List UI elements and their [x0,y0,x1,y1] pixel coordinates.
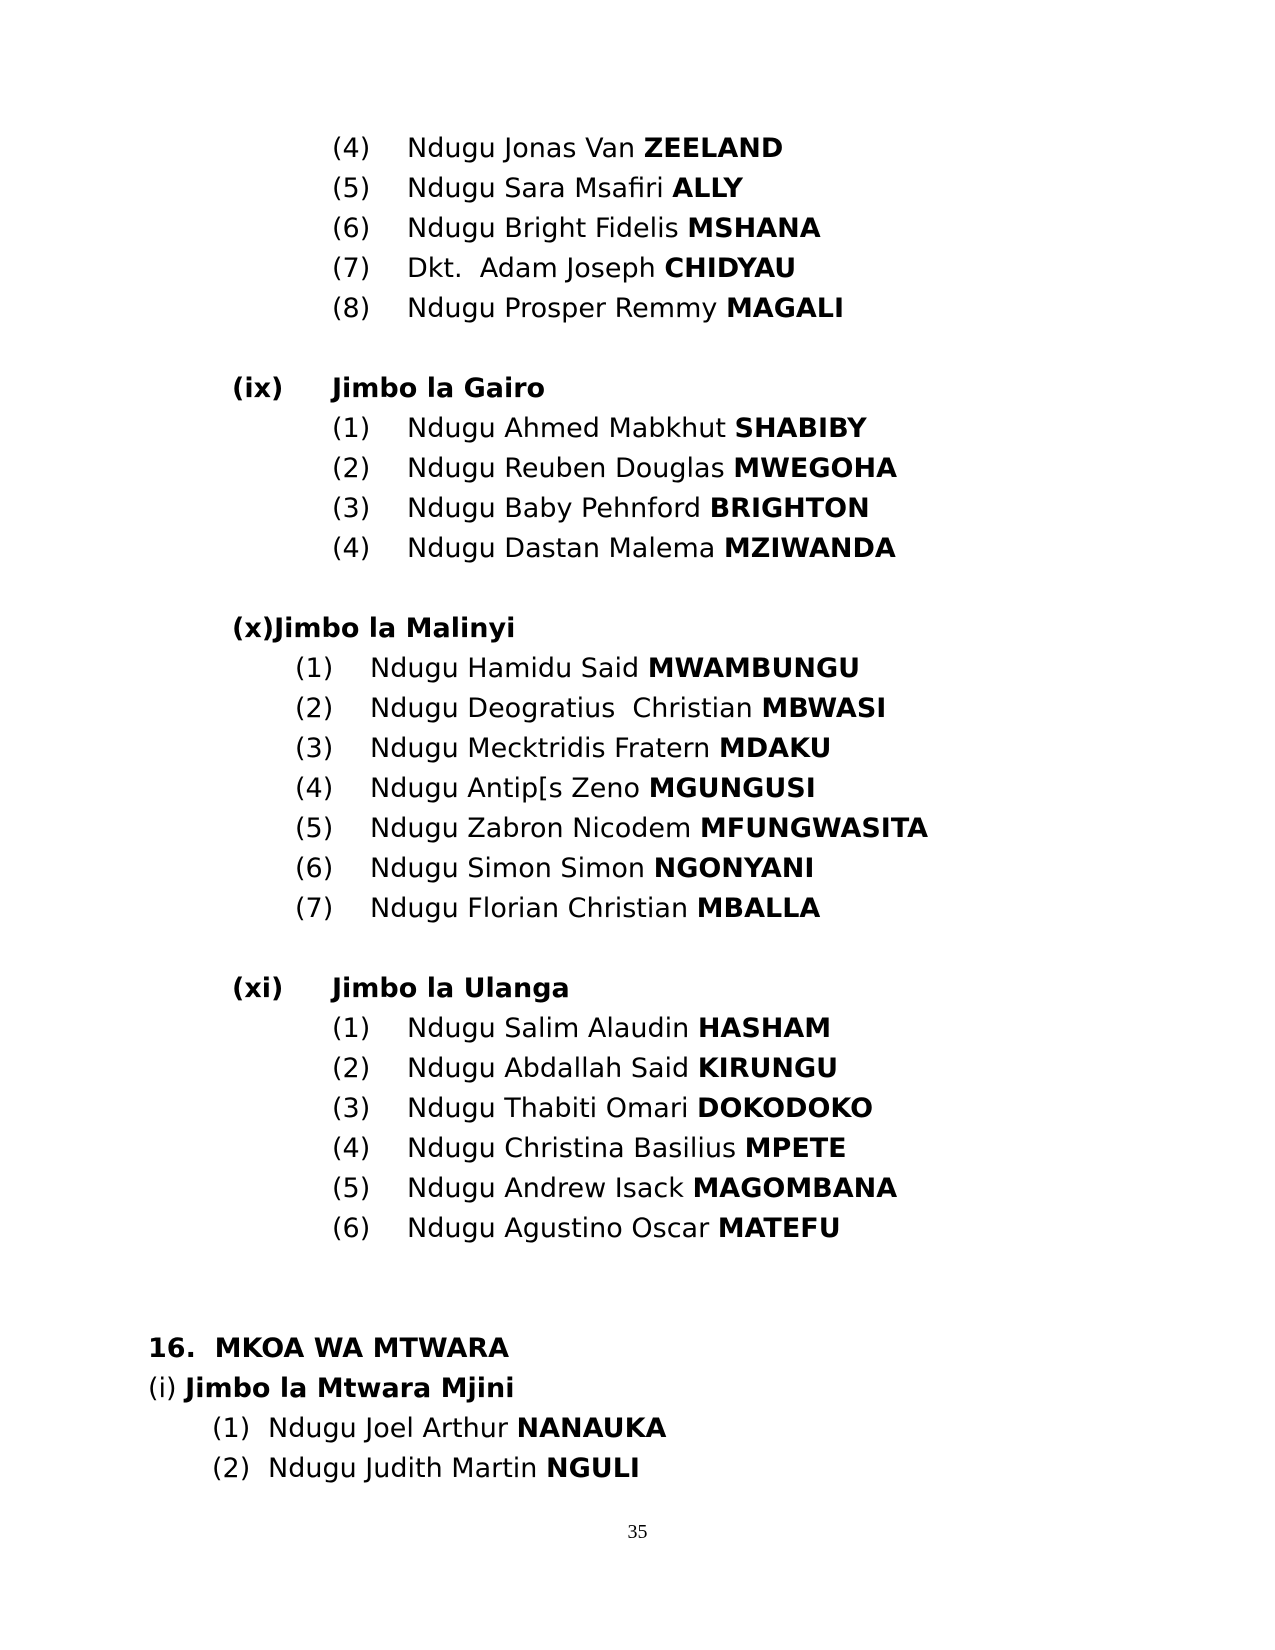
item-number: (4) [332,133,371,164]
given-names: Ndugu Andrew Isack [407,1173,693,1204]
given-names: Ndugu Jonas Van [407,133,644,164]
item-number: (4) [295,773,334,804]
surname: MAGALI [725,293,845,324]
item-name [407,1173,897,1205]
given-names: Ndugu Joel Arthur [268,1413,517,1444]
item-number: (2) [212,1453,251,1484]
section-title: Jimbo la Gairo [332,373,546,404]
item-name [407,1133,847,1165]
given-names: Ndugu Zabron Nicodem [370,813,700,844]
given-names: Ndugu Salim Alaudin [407,1013,698,1044]
surname: HASHAM [697,1013,832,1044]
page-number: 35 [627,1521,648,1543]
given-names: Dkt. Adam Joseph [407,253,665,284]
surname: MDAKU [718,733,832,764]
given-names: Ndugu Baby Pehnford [407,493,710,524]
subsection-title: Jimbo la Mtwara Mjini [185,1373,515,1404]
given-names: Ndugu Bright Fidelis [407,213,688,244]
surname: MZIWANDA [723,533,896,564]
item-name [370,693,886,725]
surname: MPETE [744,1133,847,1164]
item-number: (2) [332,453,371,484]
section-title: Jimbo la Ulanga [332,973,570,1004]
item-name [407,173,743,205]
subsection-heading [148,1373,514,1405]
item-name [370,773,816,805]
surname: ZEELAND [643,133,784,164]
surname: MBWASI [761,693,887,724]
given-names: Ndugu Hamidu Said [370,653,648,684]
surname: MWEGOHA [733,453,897,484]
item-name [407,133,783,165]
item-number: (7) [295,893,334,924]
item-name [370,853,814,885]
item-name [407,213,821,245]
surname: MBALLA [696,893,821,924]
item-number: (8) [332,293,371,324]
item-number: (6) [295,853,334,884]
item-number: (3) [295,733,334,764]
surname: MSHANA [687,213,821,244]
given-names: Ndugu Judith Martin [268,1453,547,1484]
surname: MGUNGUSI [648,773,816,804]
item-number: (5) [295,813,334,844]
section-title: (x)Jimbo la Malinyi [232,613,516,644]
item-number: (1) [212,1413,251,1444]
item-number: (6) [332,213,371,244]
surname: MFUNGWASITA [699,813,929,844]
item-name [407,1053,838,1085]
surname: MWAMBUNGU [647,653,861,684]
subsection-numeral: (i) [148,1373,186,1404]
given-names: Ndugu Dastan Malema [407,533,724,564]
section-numeral: (ix) [232,373,284,404]
given-names: Ndugu Agustino Oscar [407,1213,718,1244]
item-name [407,1213,841,1245]
item-name [268,1413,666,1445]
item-number: (2) [332,1053,371,1084]
surname: NGONYANI [653,853,815,884]
given-names: Ndugu Florian Christian [370,893,697,924]
item-number: (2) [295,693,334,724]
item-name [268,1453,640,1485]
given-names: Ndugu Simon Simon [370,853,654,884]
item-number: (3) [332,493,371,524]
given-names: Ndugu Antip[s Zeno [370,773,649,804]
item-number: (6) [332,1213,371,1244]
item-name [407,1093,873,1125]
item-name [407,1013,831,1045]
region-heading: 16. MKOA WA MTWARA [148,1333,510,1364]
item-number: (1) [332,1013,371,1044]
item-number: (4) [332,533,371,564]
surname: BRIGHTON [709,493,870,524]
item-number: (1) [295,653,334,684]
item-name [407,493,870,525]
item-number: (1) [332,413,371,444]
item-number: (7) [332,253,371,284]
item-number: (4) [332,1133,371,1164]
surname: MAGOMBANA [692,1173,898,1204]
item-number: (3) [332,1093,371,1124]
surname: NGULI [546,1453,640,1484]
item-name [407,293,844,325]
item-name [407,533,896,565]
given-names: Ndugu Deogratius Christian [370,693,762,724]
item-number: (5) [332,173,371,204]
item-name [370,653,860,685]
item-name [407,253,796,285]
item-name [370,813,928,845]
given-names: Ndugu Reuben Douglas [407,453,734,484]
surname: KIRUNGU [697,1053,839,1084]
given-names: Ndugu Ahmed Mabkhut [407,413,735,444]
surname: SHABIBY [734,413,867,444]
given-names: Ndugu Christina Basilius [407,1133,745,1164]
given-names: Ndugu Thabiti Omari [407,1093,698,1124]
item-number: (5) [332,1173,371,1204]
surname: DOKODOKO [697,1093,874,1124]
surname: ALLY [672,173,743,204]
surname: MATEFU [717,1213,841,1244]
item-name [370,733,831,765]
item-name [370,893,820,925]
surname: CHIDYAU [664,253,797,284]
given-names: Ndugu Prosper Remmy [407,293,726,324]
item-name [407,413,867,445]
surname: NANAUKA [516,1413,667,1444]
given-names: Ndugu Sara Msafiri [407,173,673,204]
given-names: Ndugu Abdallah Said [407,1053,698,1084]
item-name [407,453,897,485]
section-numeral: (xi) [232,973,284,1004]
given-names: Ndugu Mecktridis Fratern [370,733,719,764]
